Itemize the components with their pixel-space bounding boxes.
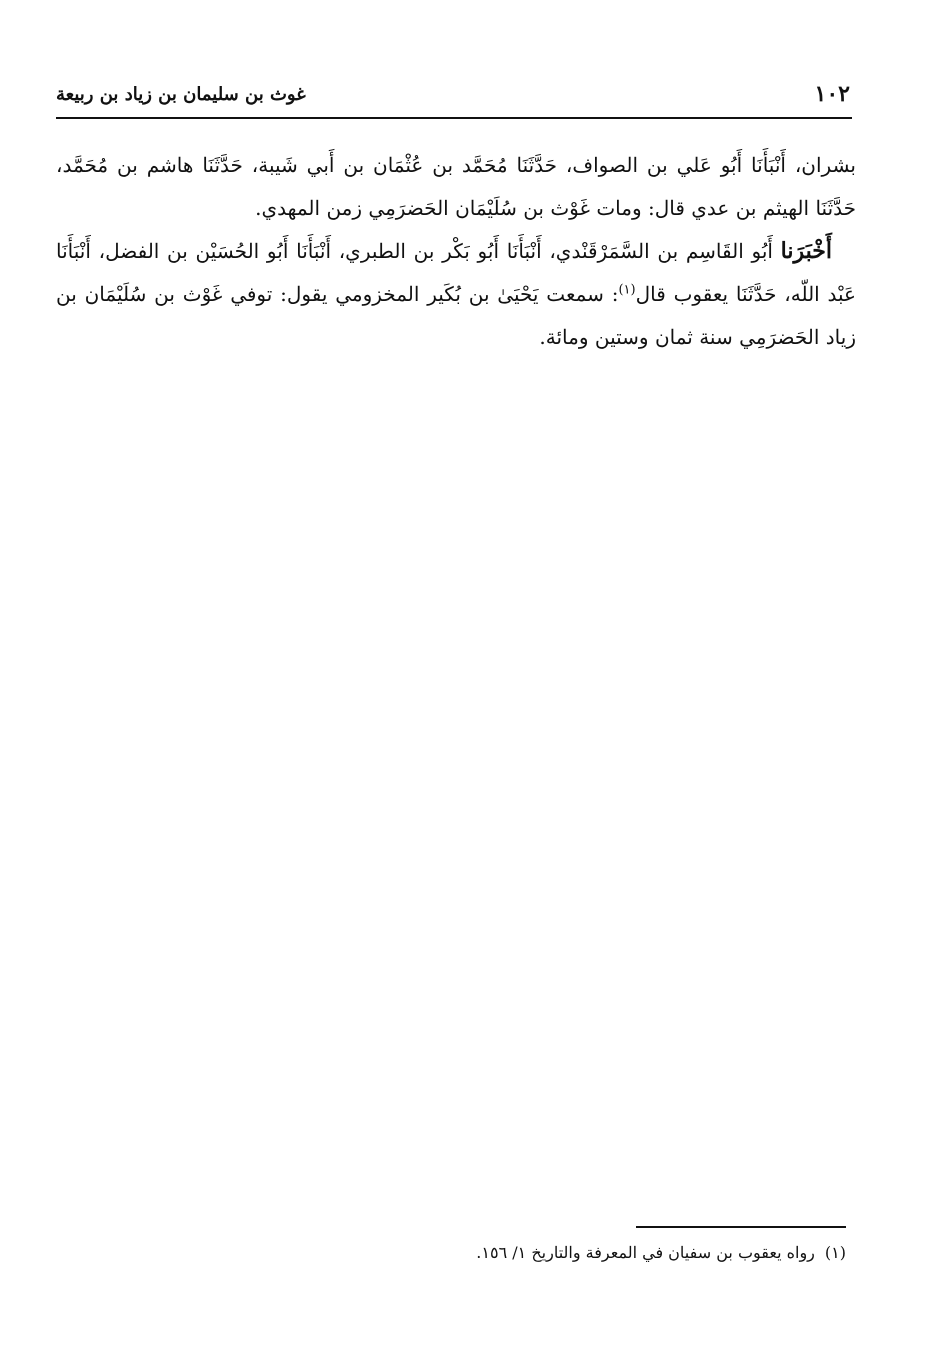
page-number: ١٠٢ (814, 81, 850, 107)
paragraph-2-text-part-1: أَبُو القَاسِم بن السَّمَرْقَنْدي، أَنْبَأَنَا أَبُو بَكْر بن الطبري، أَنْبَأَنَا أَبُو الحُسَيْن بن الفضل، أَنْبَأَنَا عَبْد اللّه، حَدَّثَنَا يعقوب قال (56, 239, 856, 306)
footnote-text: رواه يعقوب بن سفيان في المعرفة والتاريخ ١/ ١٥٦. (476, 1243, 815, 1262)
footnote-marker: (١) (824, 1243, 846, 1262)
paragraph-1: بشران، أَنْبَأَنَا أَبُو عَلي بن الصواف، حَدَّثَنَا مُحَمَّد بن عُثْمَان بن أَبي شَيبة، حَدَّثَنَا هاشم بن مُحَمَّد، حَدَّثَنَا الهيثم بن عدي قال: ومات غَوْث بن سُلَيْمَان الحَضرَمِي زمن المهدي. (56, 153, 856, 220)
running-header (56, 78, 850, 110)
footnote-divider (636, 1226, 846, 1228)
main-text (56, 144, 856, 359)
paragraph-2 (56, 230, 856, 359)
header-divider (56, 117, 852, 119)
footnote-reference[interactable]: (١) (618, 282, 636, 298)
paragraph-2-text-part-2: : سمعت يَحْيَىٰ بن بُكَير المخزومي يقول: توفي غَوْث بن سُلَيْمَان بن زياد الحَضرَمِي سنة ثمان وستين ومائة. (56, 282, 856, 349)
paragraph-lead-word: أَخْبَرَنا (780, 238, 832, 264)
footnote (300, 1240, 846, 1266)
running-title: غوث بن سليمان بن زياد بن ربيعة (56, 83, 306, 105)
